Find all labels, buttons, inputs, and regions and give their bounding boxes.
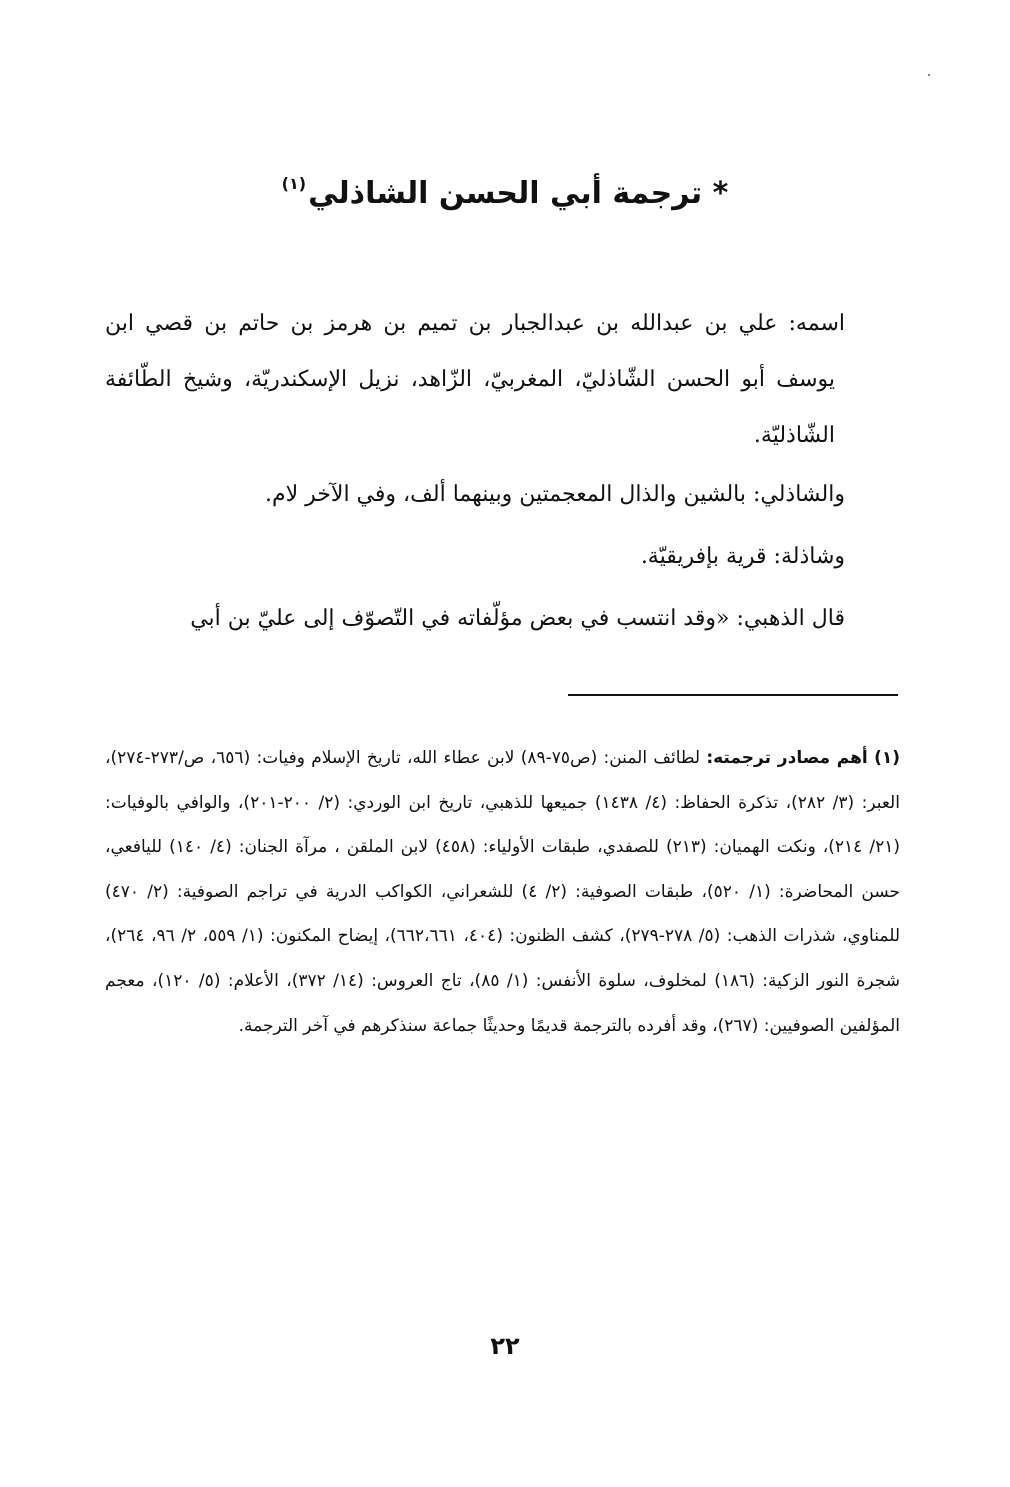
paragraph-shadhila-village: وشاذلة: قرية بإفريقيّة.	[640, 544, 845, 569]
page-heading	[150, 160, 860, 218]
footnote-label: أهم مصادر ترجمته:	[706, 748, 868, 768]
paragraph-shadhili-spelling: والشاذلي: بالشين والذال المعجمتين وبينهما ألف، وفي الآخر لام.	[265, 482, 845, 507]
page-number: ٢٢	[490, 1332, 520, 1360]
heading-text: * ترجمة أبي الحسن الشاذلي	[308, 176, 729, 212]
heading-footnote-marker: (١)	[281, 174, 307, 194]
footnote-text: لطائف المنن: (ص٧٥-٨٩) لابن عطاء الله، تاريخ الإسلام وفيات: (٦٥٦، ص/٢٧٣-٢٧٤)، العبر: (٣/ ٢٨٢)، تذكرة الحفاظ: (٤/ ١٤٣٨) جميعها للذهبي، تاريخ ابن الوردي: (٢/ ٢٠٠-٢٠١)، والوافي بالوفيات: (٢١/ ٢١٤)، ونكت الهميان: (٢١٣) للصفدي، طبقات الأولياء: (٤٥٨) لابن الملقن ، مرآة الجنان: (٤/ ١٤٠) لليافعي، حسن المحاضرة: (١/ ٥٢٠)، طبقات الصوفية: (٢/ ٤) للشعراني، الكواكب الدرية في تراجم الصوفية: (٢/ ٤٧٠) للمناوي، شذرات الذهب: (٥/ ٢٧٨-٢٧٩)، كشف الظنون: (٤٠٤، ٦٦٢،٦٦١)، إيضاح المكنون: (١/ ٥٥٩، ٢/ ٩٦، ٢٦٤)، شجرة النور الزكية: (١٨٦) لمخلوف، سلوة الأنفس: (١/ ٨٥)، تاج العروس: (١٤/ ٣٧٢)، الأعلام: (٥/ ١٢٠)، معجم المؤلفين الصوفيين: (٢٦٧)، وقد أفرده بالترجمة قديمًا وحديثًا جماعة سنذكرهم في آخر الترجمة.	[105, 748, 901, 1036]
scan-speck	[928, 74, 930, 76]
footnote-separator	[568, 694, 898, 696]
main-text	[105, 296, 845, 650]
footnote	[105, 736, 900, 1048]
paragraph-dhahabi-quote: قال الذهبي: «وقد انتسب في بعض مؤلّفاته في التّصوّف إلى عليّ بن أبي	[190, 606, 845, 631]
footnote-marker: (١)	[874, 748, 901, 768]
paragraph-name: اسمه: علي بن عبدالله بن عبدالجبار بن تميم بن هرمز بن حاتم بن قصي ابن يوسف أبو الحسن الشّاذليّ، المغربيّ، الزّاهد، نزيل الإسكندريّة، وشيخ الطّائفة الشّاذليّة.	[105, 311, 845, 448]
